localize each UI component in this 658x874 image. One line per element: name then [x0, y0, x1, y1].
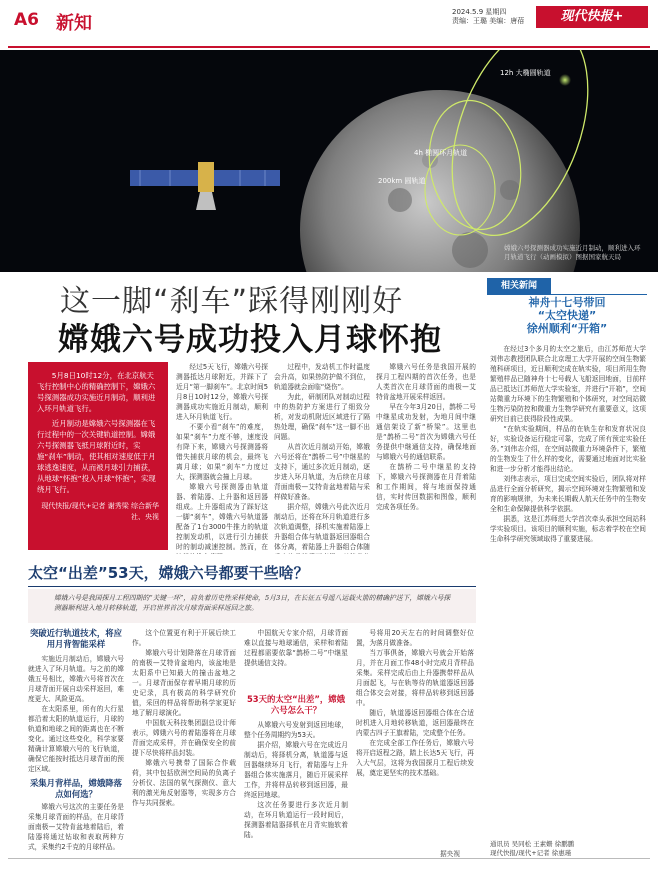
article-paragraph: 早在今年3月20日，鹊桥二号中继星成功发射，为地月间中继通信架设了新“桥梁”。这里也是“鹊桥二号”首次为嫦娥六号任务提供中继通信支持，确保地面与嫦娥六号的通信联系。: [376, 403, 476, 461]
feature-paragraph: 据介绍，嫦娥六号在完成近月制动后，将择机分离，轨道器与返回器继续环月飞行，着陆器与上升器组合体实施落月，随后开展采样工作，并将样品转移到返回器，最终返回地球。: [244, 741, 348, 799]
feature-paragraph: 嫦娥六号携带了国际合作载荷，其中包括欧洲空间局的负离子分析仪、法国的氡气探测仪、意大利的激光角反射器等，实现多方合作与共同探索。: [132, 759, 236, 807]
sidebar-credit-line: 通讯员 吴同松 王素姗 徐鹏鹏: [490, 840, 575, 848]
article-paragraph: 经过5天飞行，嫦娥六号探测器抵达月球附近，并踩下了近月“第一脚刹车”。北京时间5月8日10时12分，嫦娥六号探测器成功实施近月制动，顺利进入环月轨道飞行。: [176, 363, 268, 421]
feature-paragraph: 从嫦娥六号发射到返回地球，整个任务周期约为53天。: [244, 721, 348, 739]
feature-subhead: 突破近行轨道技术，将应用月背智能采样: [29, 628, 123, 649]
feature-column-4: [356, 628, 474, 848]
feature-subhead: 采集月背样品，嫦娥降落点如何选？: [29, 778, 123, 799]
sidebar-title-line: 徐州顺利“开箱”: [526, 322, 608, 335]
header-divider: [8, 46, 650, 48]
feature-paragraph: 号将用20天左右的时间调整好位置，为落月做准备。: [356, 629, 474, 647]
feature-paragraph: 嫦娥六号计划降落在月球背面的南极—艾特肯盆地内，该盆地是太阳系中已知最大的撞击盆地之一。月球背面保存着早期月球的历史记录，具有极高的科学研究价值，采回的样品将帮助科学家更好地了解月球演化。: [132, 649, 236, 717]
masthead-logo: 现代快报+: [536, 6, 648, 28]
feature-paragraph: 这个位置更有利于开展后续工作。: [132, 629, 236, 647]
feature-column-1: [28, 654, 124, 774]
feature-source: 据央视: [440, 850, 461, 858]
feature-column-1b: [28, 802, 124, 856]
lead-box: [28, 362, 168, 550]
orbit-label-4h: 4h 椭圆环月轨道: [414, 149, 468, 157]
sidebar-title-line: “太空快递”: [537, 309, 597, 322]
sidebar-paragraph: 刘伟志表示，项目完成空间实验后，团队将对样品进行全面分析研究，揭示空间环境对生物繁殖和发育的影响规律，为未来长期载人航天任务中的生物安全和生命保障提供科学依据。: [490, 475, 646, 513]
feature-paragraph: 随后，轨道器返回器组合体在合适时机进入月地转移轨道，返回器最终在内蒙古四子王旗着陆，完成整个任务。: [356, 709, 474, 737]
headline-line1: 这一脚“刹车”踩得刚刚好: [60, 284, 404, 319]
lead-paragraph: 近月制动是嫦娥六号探测器在飞行过程中的一次关键轨道控制。嫦娥六号探测器飞抵月球附近时，实施“刹车”制动，使其相对速度低于月球逃逸速度，从而被月球引力捕获，从地球“怀抱”投入月球“怀抱”，实现绕月飞行。: [37, 419, 156, 494]
article-paragraph: 嫦娥六号探测器由轨道器、着陆器、上升器和返回器组成。上升器组成为了踩好这一脚“刹车”，嫦娥六号轨道器配备了1台3000牛推力的轨道控制发动机，以进行引力捕获时的制动减速控制。然而，在: [176, 483, 268, 551]
date-line: [452, 8, 524, 26]
article-paragraph: 不要小看“刹车”的难度，如果“刹车”力度不够，速度没有降下来，嫦娥六号探测器将错失捕获月球的机会，最终飞离月球；如果“刹车”力度过大，探测器就会撞上月球。: [176, 423, 268, 481]
sidebar-body: [490, 344, 646, 778]
feature-paragraph: 在太阳系里，所有的大行星都沿着太阳的轨道运行，月球的轨道和地球之间的距离也在不断变化。通过这些变化，科学家要精确计算嫦娥六号的飞行轨道，确保它能按时抵达月球背面的预定区域。: [28, 705, 124, 773]
orbit-label-200km: 200km 圆轨道: [378, 177, 426, 185]
feature-paragraph: 当万事俱备，嫦娥六号就会开始落月，并在月面工作48小时完成月背样品采集。采样完成后由上升器携带样品从月面起飞，与在轨等待的轨道器返回器组合体交会对接，将样品转移到返回器中。: [356, 649, 474, 707]
sidebar-credit-line: 现代快报/现代+记者 徐惠瑾: [490, 849, 572, 857]
feature-subhead: 53天的太空“出差”，嫦娥六号怎么干？: [246, 694, 346, 715]
feature-intro-text: 嫦娥六号是我国探月工程四期的“关键一环”，肩负着历史性采样使命，5月3日，在长征五号遥八运载火箭的精确护送下，嫦娥六号探测器顺利进入地月转移轨道，开启世界首次月球背面采样返回之旅。: [54, 594, 451, 612]
photo-caption: 嫦娥六号探测器成功实施近月制动，顺利进入环月轨道飞行（动画模拟）图据国家航天局: [504, 244, 641, 261]
sidebar-title: [487, 296, 647, 340]
related-news-tag: 相关新闻: [487, 278, 551, 294]
feature-paragraph: 这次任务要进行多次近月制动，在环月轨道运行一段时间后，探测器着陆器择机在月背实施软着陆。: [244, 801, 348, 839]
issue-date: 2024.5.9 星期四: [452, 8, 507, 16]
sidebar-credit: [490, 840, 646, 858]
article-column-3: [376, 362, 476, 554]
feature-divider: [28, 586, 476, 587]
feature-paragraph: 中国航天专家介绍，月球背面难以直接与地球通信，采样和着陆过程都需要依靠“鹊桥二号”中继星提供通信支持。: [244, 629, 348, 667]
article-paragraph: 在鹊桥二号中继星的支持下，嫦娥六号探测器在月背着陆和工作期间，将与地面保持通信，实时传回数据和图像，顺利完成各项任务。: [376, 463, 476, 511]
feature-paragraph: 实施近月制动后，嫦娥六号就进入了环月轨道。与之前的嫦娥五号相比，嫦娥六号将首次在月球背面开展自动采样返回，难度更大、风险更高。: [28, 655, 124, 703]
feature-paragraph: 中国航天科技集团副总设计师表示，嫦娥六号的着陆器将在月球背面完成采样，并在确保安全的前提下尽快将样品封装。: [132, 719, 236, 757]
feature-column-3: [244, 720, 348, 856]
section-title: 新知: [56, 13, 92, 34]
page-number: A6: [14, 10, 39, 30]
footer-divider: [8, 858, 650, 859]
article-column-2: [274, 362, 370, 554]
sidebar-title-line: 神舟十七号带回: [528, 296, 606, 309]
feature-column-3a: [244, 628, 348, 690]
article-paragraph: 为此，研制团队对制动过程中的热防护方案进行了细致分析，对发动机附近区域进行了隔热处理，确保“刹车”这一脚不出问题。: [274, 393, 370, 441]
lead-paragraph: 5月8日10时12分，在北京航天飞行控制中心的精确控制下，嫦娥六号探测器成功实施近月制动，顺利进入环月轨道飞行。: [37, 371, 156, 413]
editor-credit: 责编：王璐 美编：唐蓓: [452, 17, 525, 25]
feature-title: 太空“出差”53天，嫦娥六号都要干些啥？: [28, 564, 309, 582]
feature-column-2: [132, 628, 236, 856]
hero-image: [0, 50, 658, 272]
sidebar-paragraph: “在轨实验期间，样品的在轨生存和发育状况良好，实验设备运行稳定可靠，完成了所有预定实验任务。”刘伟志介绍，在空间站微重力环境条件下，繁殖的生物发生了什么样的变化，需要通过地面对比实验和进一步分析才能得出结论。: [490, 425, 646, 473]
lunar-orbit-illustration: [0, 50, 658, 272]
article-column-1: [176, 362, 268, 554]
article-paragraph: 嫦娥六号任务是我国开展的探月工程四期的首次任务，也是人类首次在月球背面的南极—艾特肯盆地开展采样返回。: [376, 363, 476, 401]
feature-paragraph: 在完成全部工作任务后，嫦娥六号将开启返程之路，踏上长达5天飞行，再入大气层，这将为我国探月工程后续发展，奠定更坚实的技术基础。: [356, 739, 474, 777]
lead-byline: 现代快报/现代+记者 谢秀梁 综合新华社、央视: [41, 502, 159, 521]
feature-paragraph: 嫦娥六号这次的主要任务是采集月球背面的样品，在月球背面南极—艾特肯盆地着陆后，着陆器将通过钻取和表取两种方式，采集约2千克的月球样品。: [28, 803, 124, 851]
sidebar-divider: [487, 294, 647, 295]
orbit-label-12h: 12h 大椭圆轨道: [500, 69, 551, 77]
article-paragraph: 从首次近月制动开始，嫦娥六号还将在“鹊桥二号”中继星的支持下，通过多次近月制动，逐步进入环月轨道，为后续在月球背面南极—艾特肯盆地着陆与采样做好准备。: [274, 443, 370, 501]
article-paragraph: 过程中，发动机工作时温度会升高，如果热防护做不到位，轨道器就会面临“烧伤”。: [274, 363, 370, 391]
sidebar-paragraph: 在经过3个多月的太空之旅后，由江苏师范大学刘伟志教授团队联合北京理工大学开展的空间生物繁殖科研项目，近日顺利完成在轨实验，项目所用生物繁殖样品已随神舟十七号载人飞船返回地面，目前样品已抵达江苏师范大学实验室，并进行“开箱”，空间站微重力环境下的生物繁殖和个体研究，对空间站微生物污染防控和微重力生物学研究有重要意义，这项研究目前已获得阶段性成果。: [490, 345, 646, 423]
headline-line2: 嫦娥六号成功投入月球怀抱: [58, 322, 442, 358]
sidebar-paragraph: 据悉，这是江苏师范大学首次牵头承担空间站科学实验项目。该项目的顺利实施，标志着学校在空间生命科学研究领域取得了重要进展。: [490, 515, 646, 543]
article-paragraph: 据介绍，嫦娥六号此次近月制动后，还将在环月轨道进行多次轨道调整，择机实施着陆器上升器组合体与轨道器返回器组合体分离，着陆器上升器组合体随: [274, 503, 370, 551]
